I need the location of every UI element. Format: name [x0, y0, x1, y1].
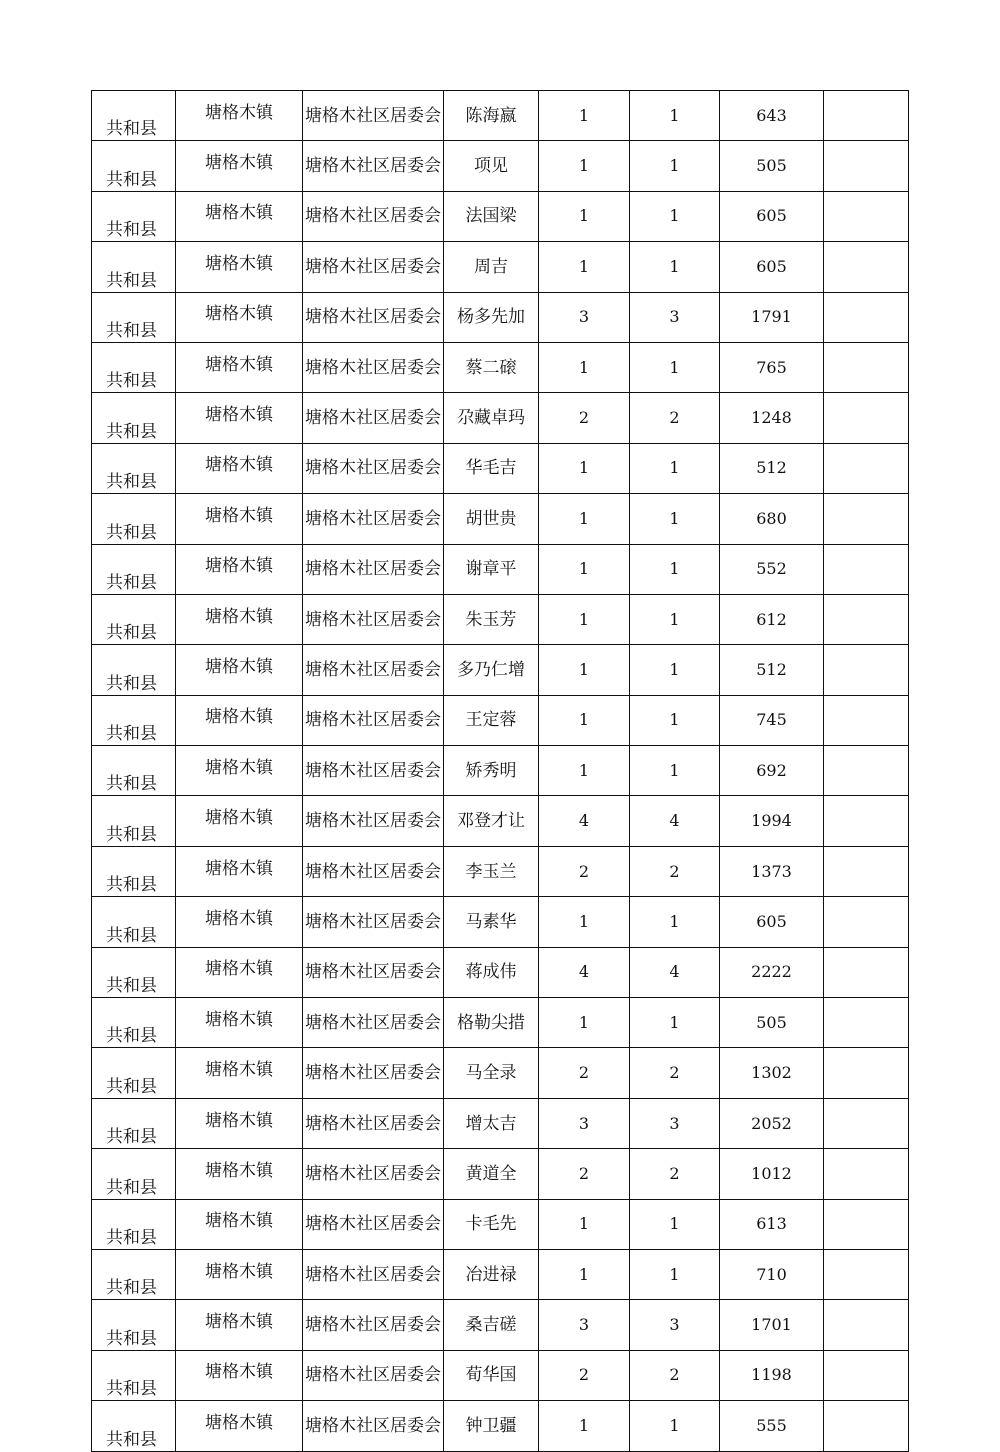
- table-row: [92, 443, 909, 493]
- county-cell: 共和县: [92, 1149, 176, 1199]
- count-cell-1: 1: [539, 897, 630, 947]
- count-cell-1: 1: [539, 746, 630, 796]
- data-table: [91, 90, 909, 1452]
- amount-cell: 745: [720, 695, 824, 745]
- count-cell-1: 2: [539, 1048, 630, 1098]
- community-cell: 塘格木社区居委会: [303, 1048, 444, 1098]
- count-cell-2: 1: [630, 1199, 720, 1249]
- amount-cell: 613: [720, 1199, 824, 1249]
- count-cell-2: 1: [630, 443, 720, 493]
- count-cell-2: 1: [630, 998, 720, 1048]
- amount-cell: 643: [720, 91, 824, 141]
- count-cell-1: 1: [539, 1249, 630, 1299]
- table-row: [92, 897, 909, 947]
- count-cell-1: 1: [539, 1199, 630, 1249]
- note-cell: [824, 393, 909, 443]
- name-cell: 冶进禄: [444, 1249, 539, 1299]
- table-row: [92, 1350, 909, 1400]
- town-cell: 塘格木镇: [176, 544, 303, 594]
- note-cell: [824, 1048, 909, 1098]
- county-cell: 共和县: [92, 1350, 176, 1400]
- county-cell: 共和县: [92, 796, 176, 846]
- amount-cell: 505: [720, 998, 824, 1048]
- count-cell-2: 4: [630, 796, 720, 846]
- town-cell: 塘格木镇: [176, 191, 303, 241]
- county-cell: 共和县: [92, 1098, 176, 1148]
- count-cell-2: 1: [630, 1401, 720, 1451]
- count-cell-2: 1: [630, 695, 720, 745]
- table-body: [92, 91, 909, 1452]
- count-cell-1: 1: [539, 998, 630, 1048]
- note-cell: [824, 998, 909, 1048]
- name-cell: 增太吉: [444, 1098, 539, 1148]
- county-cell: 共和县: [92, 342, 176, 392]
- name-cell: 钟卫疆: [444, 1401, 539, 1451]
- county-cell: 共和县: [92, 1401, 176, 1451]
- county-cell: 共和县: [92, 242, 176, 292]
- community-cell: 塘格木社区居委会: [303, 846, 444, 896]
- town-cell: 塘格木镇: [176, 796, 303, 846]
- community-cell: 塘格木社区居委会: [303, 897, 444, 947]
- community-cell: 塘格木社区居委会: [303, 594, 444, 644]
- town-cell: 塘格木镇: [176, 443, 303, 493]
- town-cell: 塘格木镇: [176, 1300, 303, 1350]
- name-cell: 矫秀明: [444, 746, 539, 796]
- note-cell: [824, 1199, 909, 1249]
- count-cell-1: 2: [539, 1149, 630, 1199]
- table-row: [92, 796, 909, 846]
- note-cell: [824, 947, 909, 997]
- count-cell-1: 1: [539, 1401, 630, 1451]
- table-row: [92, 695, 909, 745]
- town-cell: 塘格木镇: [176, 746, 303, 796]
- amount-cell: 1302: [720, 1048, 824, 1098]
- count-cell-1: 4: [539, 947, 630, 997]
- amount-cell: 512: [720, 443, 824, 493]
- count-cell-2: 3: [630, 1098, 720, 1148]
- count-cell-1: 1: [539, 191, 630, 241]
- community-cell: 塘格木社区居委会: [303, 1401, 444, 1451]
- name-cell: 华毛吉: [444, 443, 539, 493]
- amount-cell: 680: [720, 494, 824, 544]
- amount-cell: 605: [720, 191, 824, 241]
- name-cell: 王定蓉: [444, 695, 539, 745]
- note-cell: [824, 242, 909, 292]
- count-cell-1: 1: [539, 342, 630, 392]
- table-row: [92, 1048, 909, 1098]
- county-cell: 共和县: [92, 494, 176, 544]
- county-cell: 共和县: [92, 1199, 176, 1249]
- count-cell-2: 1: [630, 494, 720, 544]
- note-cell: [824, 494, 909, 544]
- community-cell: 塘格木社区居委会: [303, 796, 444, 846]
- count-cell-1: 2: [539, 846, 630, 896]
- town-cell: 塘格木镇: [176, 1199, 303, 1249]
- name-cell: 卡毛先: [444, 1199, 539, 1249]
- town-cell: 塘格木镇: [176, 292, 303, 342]
- table-row: [92, 1199, 909, 1249]
- county-cell: 共和县: [92, 645, 176, 695]
- note-cell: [824, 1350, 909, 1400]
- county-cell: 共和县: [92, 443, 176, 493]
- count-cell-1: 1: [539, 695, 630, 745]
- town-cell: 塘格木镇: [176, 947, 303, 997]
- town-cell: 塘格木镇: [176, 1350, 303, 1400]
- county-cell: 共和县: [92, 998, 176, 1048]
- count-cell-2: 3: [630, 1300, 720, 1350]
- name-cell: 多乃仁增: [444, 645, 539, 695]
- note-cell: [824, 91, 909, 141]
- count-cell-1: 1: [539, 594, 630, 644]
- amount-cell: 605: [720, 897, 824, 947]
- table-row: [92, 292, 909, 342]
- community-cell: 塘格木社区居委会: [303, 947, 444, 997]
- count-cell-1: 2: [539, 1350, 630, 1400]
- count-cell-1: 2: [539, 393, 630, 443]
- community-cell: 塘格木社区居委会: [303, 645, 444, 695]
- table-row: [92, 1149, 909, 1199]
- name-cell: 李玉兰: [444, 846, 539, 896]
- table-row: [92, 1098, 909, 1148]
- note-cell: [824, 1401, 909, 1451]
- count-cell-1: 1: [539, 443, 630, 493]
- table-row: [92, 947, 909, 997]
- county-cell: 共和县: [92, 1300, 176, 1350]
- county-cell: 共和县: [92, 1249, 176, 1299]
- name-cell: 周吉: [444, 242, 539, 292]
- count-cell-2: 1: [630, 544, 720, 594]
- name-cell: 项见: [444, 141, 539, 191]
- name-cell: 杨多先加: [444, 292, 539, 342]
- county-cell: 共和县: [92, 1048, 176, 1098]
- name-cell: 法国梁: [444, 191, 539, 241]
- community-cell: 塘格木社区居委会: [303, 1300, 444, 1350]
- county-cell: 共和县: [92, 746, 176, 796]
- note-cell: [824, 846, 909, 896]
- amount-cell: 1701: [720, 1300, 824, 1350]
- table-row: [92, 242, 909, 292]
- amount-cell: 555: [720, 1401, 824, 1451]
- count-cell-1: 1: [539, 141, 630, 191]
- count-cell-2: 4: [630, 947, 720, 997]
- table-row: [92, 544, 909, 594]
- town-cell: 塘格木镇: [176, 1149, 303, 1199]
- count-cell-2: 1: [630, 645, 720, 695]
- community-cell: 塘格木社区居委会: [303, 998, 444, 1048]
- table-row: [92, 91, 909, 141]
- town-cell: 塘格木镇: [176, 1249, 303, 1299]
- count-cell-2: 3: [630, 292, 720, 342]
- note-cell: [824, 796, 909, 846]
- community-cell: 塘格木社区居委会: [303, 393, 444, 443]
- county-cell: 共和县: [92, 91, 176, 141]
- table-row: [92, 1249, 909, 1299]
- county-cell: 共和县: [92, 544, 176, 594]
- county-cell: 共和县: [92, 594, 176, 644]
- community-cell: 塘格木社区居委会: [303, 342, 444, 392]
- note-cell: [824, 141, 909, 191]
- count-cell-2: 2: [630, 846, 720, 896]
- name-cell: 黄道全: [444, 1149, 539, 1199]
- community-cell: 塘格木社区居委会: [303, 91, 444, 141]
- community-cell: 塘格木社区居委会: [303, 1249, 444, 1299]
- amount-cell: 765: [720, 342, 824, 392]
- table-row: [92, 393, 909, 443]
- table-row: [92, 846, 909, 896]
- count-cell-2: 1: [630, 594, 720, 644]
- name-cell: 尕藏卓玛: [444, 393, 539, 443]
- count-cell-1: 1: [539, 242, 630, 292]
- amount-cell: 612: [720, 594, 824, 644]
- table-row: [92, 191, 909, 241]
- note-cell: [824, 342, 909, 392]
- town-cell: 塘格木镇: [176, 1098, 303, 1148]
- county-cell: 共和县: [92, 191, 176, 241]
- community-cell: 塘格木社区居委会: [303, 695, 444, 745]
- count-cell-2: 1: [630, 242, 720, 292]
- amount-cell: 1791: [720, 292, 824, 342]
- amount-cell: 605: [720, 242, 824, 292]
- community-cell: 塘格木社区居委会: [303, 242, 444, 292]
- town-cell: 塘格木镇: [176, 91, 303, 141]
- community-cell: 塘格木社区居委会: [303, 191, 444, 241]
- table-row: [92, 746, 909, 796]
- note-cell: [824, 746, 909, 796]
- town-cell: 塘格木镇: [176, 594, 303, 644]
- community-cell: 塘格木社区居委会: [303, 1098, 444, 1148]
- amount-cell: 692: [720, 746, 824, 796]
- count-cell-2: 2: [630, 393, 720, 443]
- name-cell: 蒋成伟: [444, 947, 539, 997]
- amount-cell: 1248: [720, 393, 824, 443]
- county-cell: 共和县: [92, 393, 176, 443]
- town-cell: 塘格木镇: [176, 393, 303, 443]
- note-cell: [824, 191, 909, 241]
- community-cell: 塘格木社区居委会: [303, 544, 444, 594]
- name-cell: 桑吉磋: [444, 1300, 539, 1350]
- count-cell-2: 1: [630, 141, 720, 191]
- note-cell: [824, 1300, 909, 1350]
- amount-cell: 710: [720, 1249, 824, 1299]
- community-cell: 塘格木社区居委会: [303, 746, 444, 796]
- county-cell: 共和县: [92, 141, 176, 191]
- count-cell-1: 1: [539, 91, 630, 141]
- count-cell-1: 4: [539, 796, 630, 846]
- name-cell: 马素华: [444, 897, 539, 947]
- amount-cell: 505: [720, 141, 824, 191]
- table-row: [92, 494, 909, 544]
- table-row: [92, 594, 909, 644]
- community-cell: 塘格木社区居委会: [303, 494, 444, 544]
- count-cell-2: 1: [630, 191, 720, 241]
- amount-cell: 512: [720, 645, 824, 695]
- town-cell: 塘格木镇: [176, 998, 303, 1048]
- count-cell-2: 1: [630, 91, 720, 141]
- county-cell: 共和县: [92, 292, 176, 342]
- amount-cell: 1012: [720, 1149, 824, 1199]
- note-cell: [824, 544, 909, 594]
- county-cell: 共和县: [92, 947, 176, 997]
- amount-cell: 1994: [720, 796, 824, 846]
- community-cell: 塘格木社区居委会: [303, 1350, 444, 1400]
- name-cell: 邓登才让: [444, 796, 539, 846]
- count-cell-2: 2: [630, 1149, 720, 1199]
- note-cell: [824, 1249, 909, 1299]
- town-cell: 塘格木镇: [176, 897, 303, 947]
- name-cell: 荀华国: [444, 1350, 539, 1400]
- town-cell: 塘格木镇: [176, 695, 303, 745]
- community-cell: 塘格木社区居委会: [303, 443, 444, 493]
- county-cell: 共和县: [92, 897, 176, 947]
- count-cell-1: 3: [539, 1300, 630, 1350]
- table-row: [92, 141, 909, 191]
- count-cell-2: 1: [630, 897, 720, 947]
- community-cell: 塘格木社区居委会: [303, 292, 444, 342]
- count-cell-2: 2: [630, 1048, 720, 1098]
- table-row: [92, 645, 909, 695]
- note-cell: [824, 443, 909, 493]
- count-cell-2: 1: [630, 1249, 720, 1299]
- name-cell: 蔡二磙: [444, 342, 539, 392]
- count-cell-2: 1: [630, 746, 720, 796]
- note-cell: [824, 1149, 909, 1199]
- count-cell-1: 3: [539, 1098, 630, 1148]
- note-cell: [824, 1098, 909, 1148]
- town-cell: 塘格木镇: [176, 1401, 303, 1451]
- town-cell: 塘格木镇: [176, 645, 303, 695]
- county-cell: 共和县: [92, 695, 176, 745]
- community-cell: 塘格木社区居委会: [303, 1149, 444, 1199]
- table-row: [92, 998, 909, 1048]
- count-cell-2: 2: [630, 1350, 720, 1400]
- count-cell-1: 3: [539, 292, 630, 342]
- note-cell: [824, 695, 909, 745]
- table-row: [92, 1401, 909, 1451]
- note-cell: [824, 645, 909, 695]
- amount-cell: 2052: [720, 1098, 824, 1148]
- town-cell: 塘格木镇: [176, 141, 303, 191]
- town-cell: 塘格木镇: [176, 342, 303, 392]
- name-cell: 陈海嬴: [444, 91, 539, 141]
- town-cell: 塘格木镇: [176, 846, 303, 896]
- name-cell: 马全录: [444, 1048, 539, 1098]
- amount-cell: 2222: [720, 947, 824, 997]
- community-cell: 塘格木社区居委会: [303, 141, 444, 191]
- table-row: [92, 1300, 909, 1350]
- town-cell: 塘格木镇: [176, 242, 303, 292]
- town-cell: 塘格木镇: [176, 494, 303, 544]
- note-cell: [824, 292, 909, 342]
- name-cell: 格勒尖措: [444, 998, 539, 1048]
- name-cell: 谢章平: [444, 544, 539, 594]
- amount-cell: 552: [720, 544, 824, 594]
- note-cell: [824, 897, 909, 947]
- amount-cell: 1373: [720, 846, 824, 896]
- name-cell: 朱玉芳: [444, 594, 539, 644]
- count-cell-1: 1: [539, 645, 630, 695]
- count-cell-2: 1: [630, 342, 720, 392]
- table-row: [92, 342, 909, 392]
- count-cell-1: 1: [539, 544, 630, 594]
- count-cell-1: 1: [539, 494, 630, 544]
- town-cell: 塘格木镇: [176, 1048, 303, 1098]
- note-cell: [824, 594, 909, 644]
- community-cell: 塘格木社区居委会: [303, 1199, 444, 1249]
- name-cell: 胡世贵: [444, 494, 539, 544]
- amount-cell: 1198: [720, 1350, 824, 1400]
- county-cell: 共和县: [92, 846, 176, 896]
